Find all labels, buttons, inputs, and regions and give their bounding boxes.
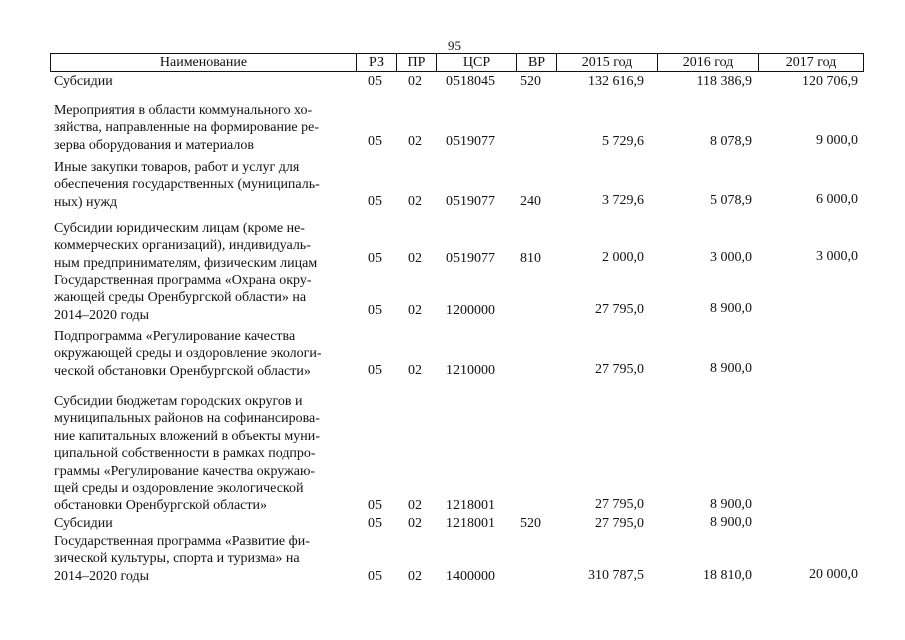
- row-2016: 8 078,9: [710, 134, 752, 149]
- row-2016: 8 900,0: [710, 497, 752, 512]
- row-name: Иные закупки товаров, работ и услуг для обеспечения государственных (муниципаль- ных) нужд: [54, 160, 320, 210]
- row-2016: 3 000,0: [710, 250, 752, 265]
- row-2017: 9 000,0: [816, 133, 858, 148]
- row-rz: 05: [368, 498, 382, 513]
- header-2017: 2017 год: [785, 55, 837, 70]
- row-rz: 05: [368, 134, 382, 149]
- row-2016: 8 900,0: [710, 515, 752, 530]
- page-number: 95: [448, 38, 461, 53]
- row-name: Субсидии: [54, 74, 113, 89]
- row-2015: 27 795,0: [595, 497, 644, 512]
- row-rz: 05: [368, 569, 382, 584]
- row-2015: 27 795,0: [595, 302, 644, 317]
- row-2016: 118 386,9: [696, 74, 752, 89]
- row-pr: 02: [408, 74, 422, 89]
- header-2015: 2015 год: [557, 54, 658, 71]
- row-csr: 1400000: [446, 569, 495, 584]
- row-pr: 02: [408, 498, 422, 513]
- row-csr: 0519077: [446, 134, 495, 149]
- row-name: Государственная программа «Охрана окру- жающей среды Оренбургской области» на 2014–2020 годы: [54, 273, 312, 323]
- header-name: Наименование: [51, 54, 357, 71]
- row-2017: 3 000,0: [816, 249, 858, 264]
- header-vr: ВР: [517, 54, 557, 71]
- row-2015: 310 787,5: [588, 568, 644, 583]
- row-vr: 520: [520, 516, 541, 531]
- row-vr: 240: [520, 194, 541, 209]
- row-2015: 5 729,6: [602, 134, 644, 149]
- header-2016: 2016 год: [658, 54, 759, 71]
- row-pr: 02: [408, 134, 422, 149]
- row-2017: 6 000,0: [816, 192, 858, 207]
- header-pr: ПР: [397, 54, 437, 71]
- row-rz: 05: [368, 74, 382, 89]
- row-rz: 05: [368, 303, 382, 318]
- row-pr: 02: [408, 363, 422, 378]
- row-pr: 02: [408, 303, 422, 318]
- row-pr: 02: [408, 194, 422, 209]
- row-csr: 1210000: [446, 363, 495, 378]
- row-csr: 0519077: [446, 251, 495, 266]
- budget-table: [50, 53, 864, 633]
- row-pr: 02: [408, 569, 422, 584]
- row-2016: 18 810,0: [703, 568, 752, 583]
- row-csr: 1218001: [446, 498, 495, 513]
- row-2015: 132 616,9: [588, 74, 644, 89]
- row-csr: 0518045: [446, 74, 495, 89]
- row-pr: 02: [408, 516, 422, 531]
- row-2015: 2 000,0: [602, 250, 644, 265]
- row-rz: 05: [368, 363, 382, 378]
- row-2015: 3 729,6: [602, 193, 644, 208]
- row-name: Субсидии бюджетам городских округов и муниципальных районов на софинансирова- ние капитальных вложений в объекты муни- ципальной собственности в рамках подпро- граммы «Регулирование качества окружаю- щей среды и оздоровление экологической обстановки Оренбургской области»: [54, 394, 320, 514]
- row-name: Субсидии юридическим лицам (кроме не- коммерческих организаций), индивидуаль- ным предпринимателям, физическим лицам: [54, 221, 318, 271]
- row-2016: 8 900,0: [710, 361, 752, 376]
- row-vr: 810: [520, 251, 541, 266]
- row-name: Мероприятия в области коммунального хо- зяйства, направленные на формирование ре- зерва оборудования и материалов: [54, 103, 320, 153]
- row-2017: 20 000,0: [809, 567, 858, 582]
- table-header: [50, 53, 864, 72]
- row-pr: 02: [408, 251, 422, 266]
- row-2016: 8 900,0: [710, 301, 752, 316]
- row-2016: 5 078,9: [710, 193, 752, 208]
- row-vr: 520: [520, 74, 541, 89]
- row-2015: 27 795,0: [595, 362, 644, 377]
- row-name: Государственная программа «Развитие фи- зической культуры, спорта и туризма» на 2014–2020 годы: [54, 534, 310, 584]
- row-rz: 05: [368, 251, 382, 266]
- header-rz: РЗ: [357, 54, 397, 71]
- row-name: Подпрограмма «Регулирование качества окружающей среды и оздоровление экологи- ческой обстановки Оренбургской области»: [54, 329, 322, 379]
- row-csr: 1218001: [446, 516, 495, 531]
- row-csr: 1200000: [446, 303, 495, 318]
- header-csr: ЦСР: [437, 54, 517, 71]
- row-rz: 05: [368, 516, 382, 531]
- row-2017: 120 706,9: [802, 74, 858, 89]
- row-2015: 27 795,0: [595, 516, 644, 531]
- row-rz: 05: [368, 194, 382, 209]
- row-name: Субсидии: [54, 516, 113, 531]
- row-csr: 0519077: [446, 194, 495, 209]
